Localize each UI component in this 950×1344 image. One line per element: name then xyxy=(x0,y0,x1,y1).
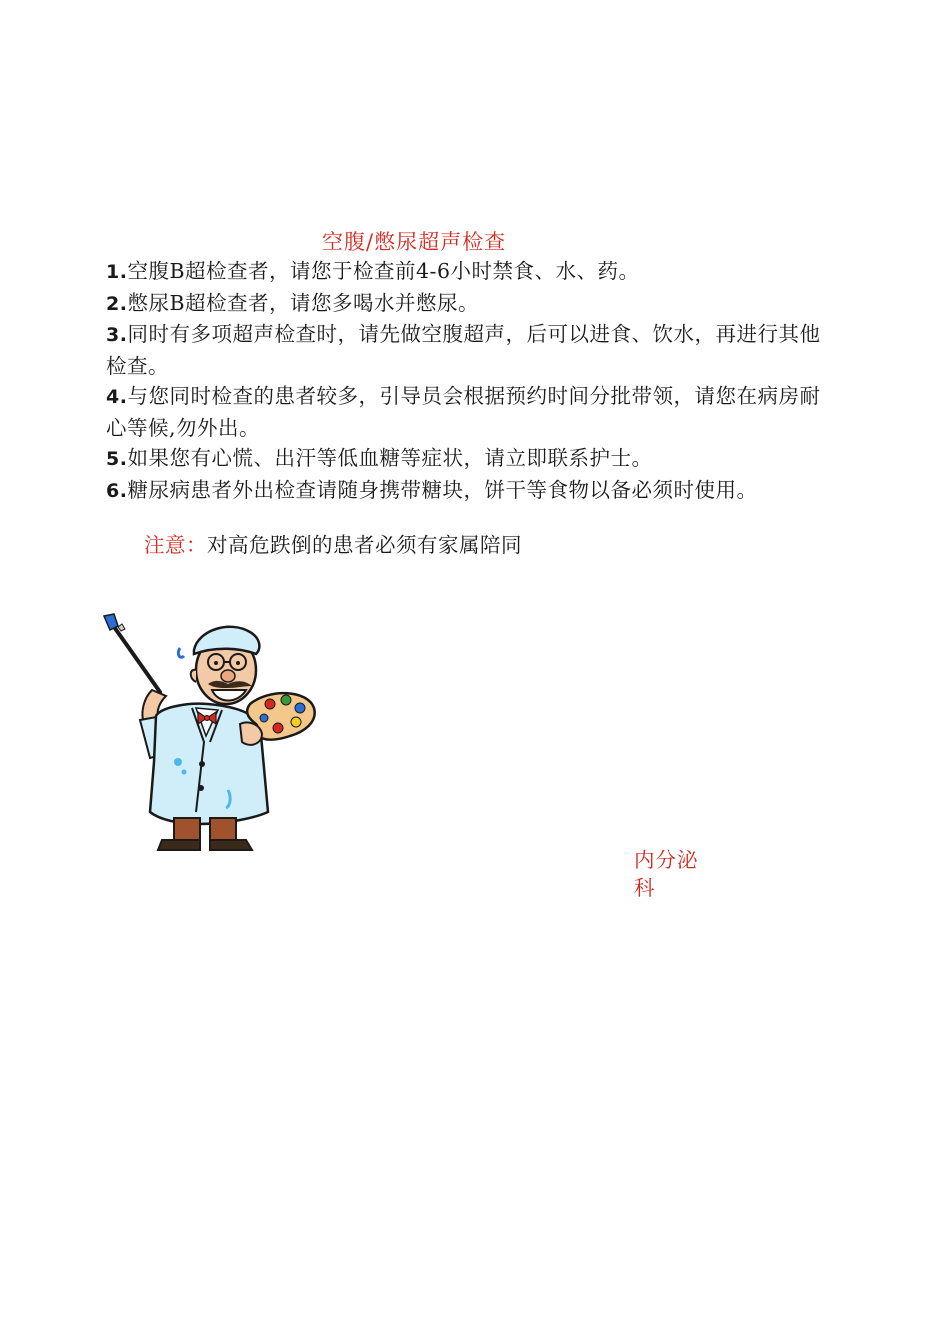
fall-risk-notice xyxy=(144,528,522,558)
instruction-number: 4. xyxy=(106,386,128,408)
notice-label: 注意： xyxy=(144,533,207,557)
instruction-number: 5. xyxy=(106,448,128,470)
page-title: 空腹/憋尿超声检查 xyxy=(322,230,507,254)
instruction-item-1 xyxy=(106,256,836,288)
notice-text: 对高危跌倒的患者必须有家属陪同 xyxy=(207,533,522,557)
instruction-list xyxy=(106,256,836,506)
department-signature: 内分泌科 xyxy=(634,848,699,900)
instruction-number: 3. xyxy=(106,324,128,346)
instruction-number: 1. xyxy=(106,261,128,283)
instruction-text: 空腹B超检查者，请您于检查前4-6小时禁食、水、药。 xyxy=(127,259,640,283)
instruction-item-6 xyxy=(106,475,836,507)
instruction-text: 如果您有心慌、出汗等低血糖等症状，请立即联系护士。 xyxy=(127,446,653,470)
paintbrush-icon xyxy=(104,614,160,692)
instruction-number: 6. xyxy=(106,479,128,502)
instruction-number: 2. xyxy=(106,292,128,315)
instruction-text: 糖尿病患者外出检查请随身携带糖块，饼干等食物以备必须时使用。 xyxy=(127,477,758,502)
instruction-text: 同时有多项超声检查时，请先做空腹超声，后可以进食、饮水，再进行其他检查。 xyxy=(106,322,821,378)
instruction-item-2 xyxy=(106,288,836,320)
instruction-item-3 xyxy=(106,319,836,381)
doctor-painter-illustration xyxy=(100,612,320,854)
instruction-text: 憋尿B超检查者，请您多喝水并憋尿。 xyxy=(127,290,480,315)
instruction-item-4 xyxy=(106,381,836,443)
instruction-text: 与您同时检查的患者较多，引导员会根据预约时间分批带领，请您在病房耐心等候,勿外出。 xyxy=(106,384,821,440)
instruction-item-5 xyxy=(106,443,836,475)
